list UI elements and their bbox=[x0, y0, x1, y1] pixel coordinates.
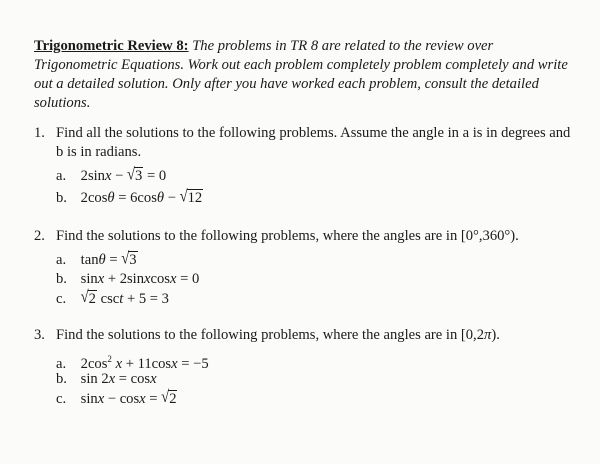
problem-text: Find the solutions to the following problems, where the angles are in [0,2π). bbox=[56, 327, 500, 343]
problem-2 bbox=[34, 227, 574, 246]
item-expression: 2cosθ = 6cosθ − √12 bbox=[80, 187, 203, 206]
problem-text: Find all the solutions to the following problems. Assume the angle in a is in degrees and b is in radians. bbox=[56, 125, 571, 160]
problem-number: 1. bbox=[34, 125, 45, 141]
item-label: a. bbox=[56, 356, 67, 372]
item-label: a. bbox=[56, 252, 67, 268]
problem-1a bbox=[56, 167, 166, 185]
item-expression: sin 2x = cosx bbox=[80, 371, 157, 387]
item-expression: tanθ = √3 bbox=[80, 249, 137, 268]
problem-2a bbox=[56, 251, 138, 269]
item-expression: $2\cos^2$ x + 11cosx = −5 bbox=[80, 354, 209, 372]
intro-text: The problems in TR 8 are related to the review over Trigonometric Equations. Work out each problem completely problem completely and write out a detailed solution. Only after you have worked each problem, consult the detailed solutions. bbox=[34, 38, 568, 111]
item-label: a. bbox=[56, 168, 67, 184]
problem-number: 2. bbox=[34, 228, 45, 244]
item-expression: 2sinx − √3 = 0 bbox=[80, 165, 167, 184]
item-expression: sinx + 2sinxcosx = 0 bbox=[80, 271, 200, 287]
item-label: b. bbox=[56, 371, 67, 387]
problem-3c bbox=[56, 390, 177, 408]
problem-number: 3. bbox=[34, 327, 45, 343]
item-label: c. bbox=[56, 391, 67, 407]
problem-2c bbox=[56, 290, 169, 308]
problem-1b bbox=[56, 189, 203, 207]
item-label: b. bbox=[56, 271, 67, 287]
item-expression: sinx − cosx = √2 bbox=[80, 388, 177, 407]
problem-1 bbox=[34, 124, 574, 162]
problem-3 bbox=[34, 326, 574, 345]
problem-3b bbox=[56, 370, 157, 388]
problem-2b bbox=[56, 270, 199, 288]
item-label: b. bbox=[56, 190, 67, 206]
intro-paragraph bbox=[34, 37, 569, 113]
problem-text: Find the solutions to the following problems, where the angles are in [0°,360°). bbox=[56, 228, 519, 244]
item-expression: √2 csct + 5 = 3 bbox=[80, 288, 169, 307]
item-label: c. bbox=[56, 291, 67, 307]
review-heading: Trigonometric Review 8: bbox=[34, 38, 189, 54]
